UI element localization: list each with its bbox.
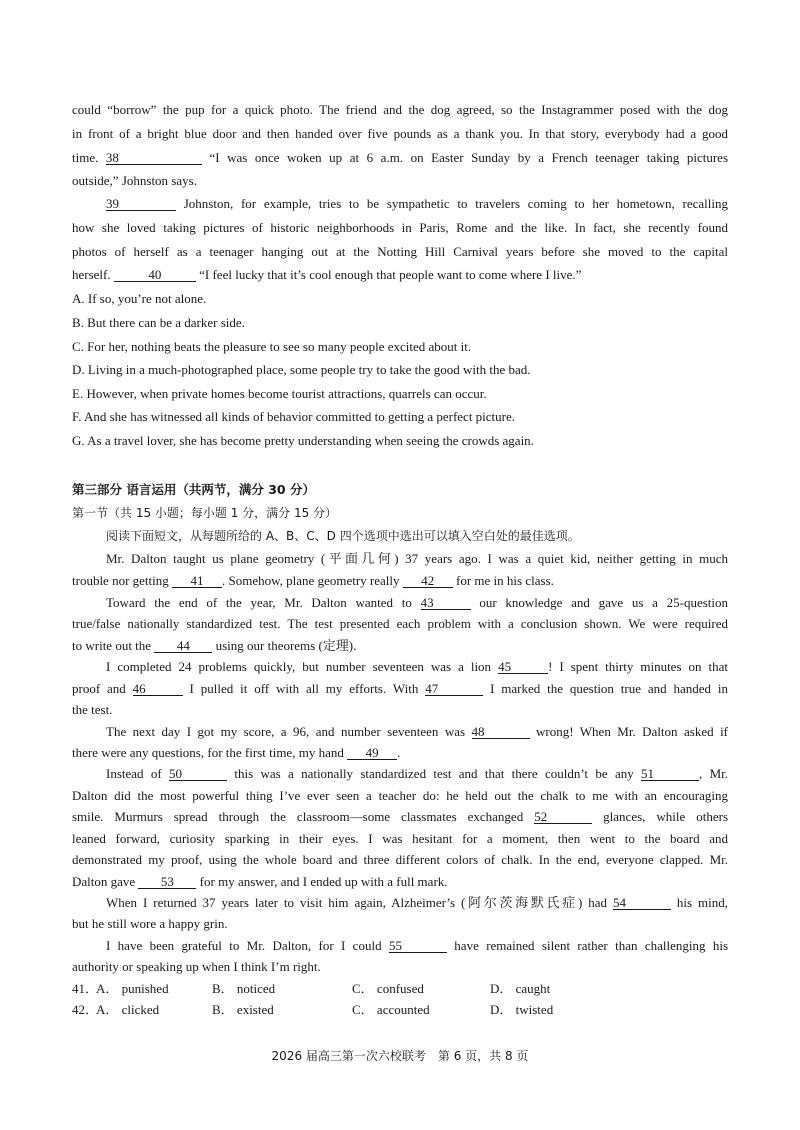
- choice-b[interactable]: B． existed: [212, 1002, 274, 1017]
- passage-line: time. 38 “I was once woken up at 6 a.m. on Easter Sunday by a French teenager taking pictures: [72, 150, 728, 165]
- passage-line: photos of herself as a teenager hanging out at the Notting Hill Carnival years before she moved to the capital: [72, 244, 728, 259]
- choice-d[interactable]: D． twisted: [490, 1002, 554, 1017]
- blank-55[interactable]: 55: [389, 939, 447, 953]
- option-a: A. If so, you’re not alone.: [72, 291, 207, 306]
- cloze-line: Dalton did the most powerful thing I’ve ever seen a teacher do: he held out the chalk to me with an encouraging: [72, 788, 728, 803]
- section-title: 第三部分 语言运用（共两节，满分 30 分）: [72, 482, 315, 497]
- cloze-line: but he still wore a happy grin.: [72, 916, 228, 931]
- option-e: E. However, when private homes become tourist attractions, quarrels can occur.: [72, 386, 487, 401]
- blank-49[interactable]: 49: [347, 746, 397, 760]
- blank-51[interactable]: 51: [641, 767, 699, 781]
- option-b: B. But there can be a darker side.: [72, 315, 245, 330]
- cloze-line: authority or speaking up when I think I’m right.: [72, 959, 321, 974]
- choice-a[interactable]: A． punished: [96, 981, 169, 996]
- cloze-line: trouble nor getting 41 . Somehow, plane geometry really 42 for me in his class.: [72, 573, 554, 588]
- option-d: D. Living in a much-photographed place, some people try to take the good with the bad.: [72, 362, 531, 377]
- passage-line: could “borrow” the pup for a quick photo. The friend and the dog agreed, so the Instagrammer posed with the dog: [72, 102, 728, 117]
- cloze-line: The next day I got my score, a 96, and number seventeen was 48 wrong! When Mr. Dalton asked if: [106, 724, 729, 739]
- blank-43[interactable]: 43: [421, 596, 471, 610]
- page-footer: 2026 届高三第一次六校联考 第 6 页，共 8 页: [271, 1049, 529, 1063]
- cloze-line: Instead of 50 this was a nationally standardized test and that there couldn’t be any 51 , Mr.: [106, 766, 729, 781]
- passage-line: outside,” Johnston says.: [72, 173, 197, 188]
- cloze-line: demonstrated my proof, using the whole board and three different colors of chalk. In the end, everyone clapped. Mr.: [72, 852, 728, 867]
- option-c: C. For her, nothing beats the pleasure to see so many people excited about it.: [72, 339, 472, 354]
- cloze-line: proof and 46 I pulled it off with all my efforts. With 47 I marked the question true and handed in: [72, 681, 729, 696]
- blank-45[interactable]: 45: [498, 660, 548, 674]
- question-42: [72, 1001, 732, 1018]
- cloze-line: When I returned 37 years later to visit him again, Alzheimer’s (阿尔茨海默氏症) had 54 his mind,: [106, 895, 728, 910]
- blank-54[interactable]: 54: [613, 896, 671, 910]
- choice-b[interactable]: B． noticed: [212, 981, 276, 996]
- choice-a[interactable]: A． clicked: [96, 1002, 160, 1017]
- blank-52[interactable]: 52: [534, 810, 592, 824]
- choice-d[interactable]: D． caught: [490, 981, 551, 996]
- passage-line: herself. 40 “I feel lucky that it’s cool enough that people want to come where I live.”: [72, 267, 582, 282]
- passage-line: how she loved taking pictures of historic neighborhoods in Paris, Rome and the like. In fact, she recently found: [72, 220, 728, 235]
- question-number: 42．: [72, 1002, 99, 1017]
- question-41: [72, 980, 732, 997]
- option-f: F. And she has witnessed all kinds of behavior committed to getting a perfect picture.: [72, 409, 516, 424]
- cloze-line: Mr. Dalton taught us plane geometry (平面几何) 37 years ago. I was a quiet kid, neither getting in much: [106, 551, 728, 566]
- cloze-line: Dalton gave 53 for my answer, and I ended up with a full mark.: [72, 874, 448, 889]
- blank-41[interactable]: 41: [172, 574, 222, 588]
- cloze-line: smile. Murmurs spread through the classroom—some classmates exchanged 52 glances, while others: [72, 809, 729, 824]
- cloze-line: to write out the 44 using our theorems (定理).: [72, 638, 357, 653]
- section-subtitle: 第一节（共 15 小题；每小题 1 分，满分 15 分）: [72, 506, 338, 520]
- cloze-line: Toward the end of the year, Mr. Dalton wanted to 43 our knowledge and gave us a 25-question: [106, 595, 729, 610]
- option-g: G. As a travel lover, she has become pretty understanding when seeing the crowds again.: [72, 433, 534, 448]
- blank-38[interactable]: 38: [106, 151, 202, 165]
- cloze-line: the test.: [72, 702, 113, 717]
- blank-47[interactable]: 47: [425, 682, 483, 696]
- section-instruction: 阅读下面短文，从每题所给的 A、B、C、D 四个选项中选出可以填入空白处的最佳选项。: [106, 529, 580, 543]
- blank-53[interactable]: 53: [138, 875, 196, 889]
- passage-line: 39 Johnston, for example, tries to be sympathetic to travelers coming to her hometown, recalling: [106, 196, 729, 211]
- blank-42[interactable]: 42: [403, 574, 453, 588]
- choice-c[interactable]: C． accounted: [352, 1002, 430, 1017]
- question-number: 41．: [72, 981, 99, 996]
- blank-48[interactable]: 48: [472, 725, 530, 739]
- blank-44[interactable]: 44: [154, 639, 212, 653]
- choice-c[interactable]: C． confused: [352, 981, 424, 996]
- cloze-line: true/false nationally standardized test. The test presented each problem with a conclusion shown. We were required: [72, 616, 728, 631]
- cloze-line: I completed 24 problems quickly, but number seventeen was a lion 45 ! I spent thirty minutes on that: [106, 659, 729, 674]
- blank-46[interactable]: 46: [133, 682, 183, 696]
- cloze-line: leaned forward, curiosity sparking in their eyes. I was hesitant for a moment, then went to the board and: [72, 831, 728, 846]
- passage-line: in front of a bright blue door and then handed over five pounds as a thank you. In that story, everybody had a good: [72, 126, 728, 141]
- blank-50[interactable]: 50: [169, 767, 227, 781]
- blank-40[interactable]: 40: [114, 268, 196, 282]
- cloze-line: there were any questions, for the first time, my hand 49 .: [72, 745, 401, 760]
- blank-39[interactable]: 39: [106, 197, 176, 211]
- cloze-line: I have been grateful to Mr. Dalton, for I could 55 have remained silent rather than challenging his: [106, 938, 729, 953]
